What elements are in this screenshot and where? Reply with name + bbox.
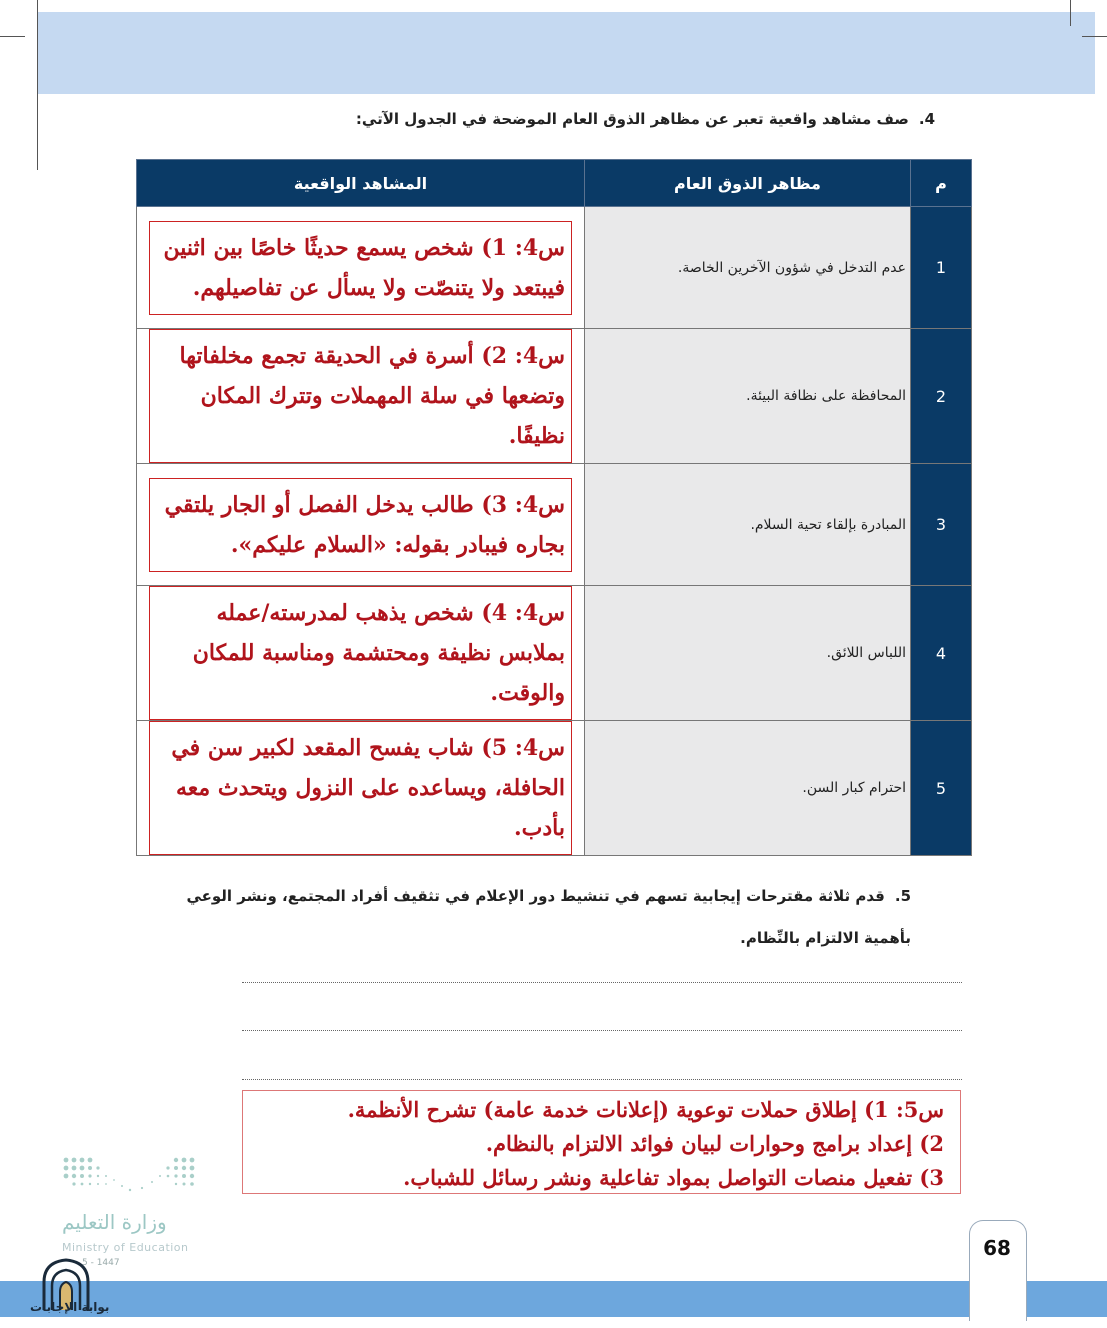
ministry-logo-icon	[62, 1156, 196, 1198]
crop-mark	[1070, 0, 1071, 26]
header-num: م	[911, 160, 972, 207]
row-scene	[137, 464, 585, 586]
ministry-name-ar: وزارة التعليم	[62, 1210, 167, 1234]
table-row	[137, 329, 972, 464]
answer-line[interactable]	[242, 1079, 962, 1080]
answer-box: س4: 2) أسرة في الحديقة تجمع مخلفاتها وتضعها في سلة المهملات وتترك المكان نظيفًا.	[149, 329, 572, 463]
table-row	[137, 464, 972, 586]
row-scene	[137, 207, 585, 329]
row-aspect: احترام كبار السن.	[585, 721, 911, 856]
crop-mark	[1082, 36, 1107, 37]
row-aspect: اللباس اللائق.	[585, 586, 911, 721]
table-row	[137, 207, 972, 329]
question-5	[151, 875, 911, 959]
answer-box: س4: 4) شخص يذهب لمدرسته/عمله بملابس نظيفة ومحتشمة ومناسبة للمكان والوقت.	[149, 586, 572, 720]
bottom-footer-band	[0, 1281, 1107, 1317]
answer-5-line: س5: 1) إطلاق حملات توعوية (إعلانات خدمة عامة) تشرح الأنظمة.	[347, 1097, 944, 1122]
answer-box: س4: 1) شخص يسمع حديثًا خاصًا بين اثنين فيبتعد ولا يتنصّت ولا يسأل عن تفاصيلهم.	[149, 221, 572, 315]
header-scene: المشاهد الواقعية	[137, 160, 585, 207]
answer-5-line: 2) إعداد برامج وحوارات لبيان فوائد الالتزام بالنظام.	[485, 1131, 944, 1156]
table-row	[137, 721, 972, 856]
answer-line[interactable]	[242, 982, 962, 983]
site-label: بوابة الإجابات	[30, 1300, 110, 1314]
question-4-text: صف مشاهد واقعية تعبر عن مظاهر الذوق العام الموضحة في الجدول الآتي:	[355, 110, 909, 128]
row-aspect: المبادرة بإلقاء تحية السلام.	[585, 464, 911, 586]
table-header-row	[137, 160, 972, 207]
ministry-name-en: Ministry of Education	[62, 1241, 189, 1254]
row-number: 3	[911, 464, 972, 586]
table-row	[137, 586, 972, 721]
row-scene	[137, 721, 585, 856]
answer-5-line: 3) تفعيل منصات التواصل بمواد تفاعلية ونشر رسائل للشباب.	[403, 1165, 944, 1190]
question-5-number: 5.	[894, 887, 911, 905]
crop-mark	[37, 0, 38, 170]
row-number: 4	[911, 586, 972, 721]
row-number: 2	[911, 329, 972, 464]
taste-table	[136, 159, 972, 856]
row-number: 1	[911, 207, 972, 329]
row-scene	[137, 329, 585, 464]
answer-box: س4: 5) شاب يفسح المقعد لكبير سن في الحافلة، ويساعده على النزول ويتحدث معه بأدب.	[149, 721, 572, 855]
row-scene	[137, 586, 585, 721]
row-aspect: عدم التدخل في شؤون الآخرين الخاصة.	[585, 207, 911, 329]
answer-line[interactable]	[242, 1030, 962, 1031]
question-5-text: قدم ثلاثة مقترحات إيجابية تسهم في تنشيط دور الإعلام في تثقيف أفراد المجتمع، ونشر الوعي بأهمية الالتزام بالنِّظام.	[186, 887, 911, 947]
row-number: 5	[911, 721, 972, 856]
question-4-number: 4.	[918, 110, 935, 128]
answer-5-box	[242, 1090, 961, 1194]
header-aspect: مظاهر الذوق العام	[585, 160, 911, 207]
crop-mark	[0, 36, 25, 37]
row-aspect: المحافظة على نظافة البيئة.	[585, 329, 911, 464]
ministry-year: 5 - 1447	[82, 1258, 120, 1268]
top-header-band	[37, 12, 1095, 94]
answer-box: س4: 3) طالب يدخل الفصل أو الجار يلتقي بجاره فيبادر بقوله: «السلام عليكم».	[149, 478, 572, 572]
question-4	[356, 110, 935, 128]
page-number: 68	[983, 1236, 1011, 1260]
